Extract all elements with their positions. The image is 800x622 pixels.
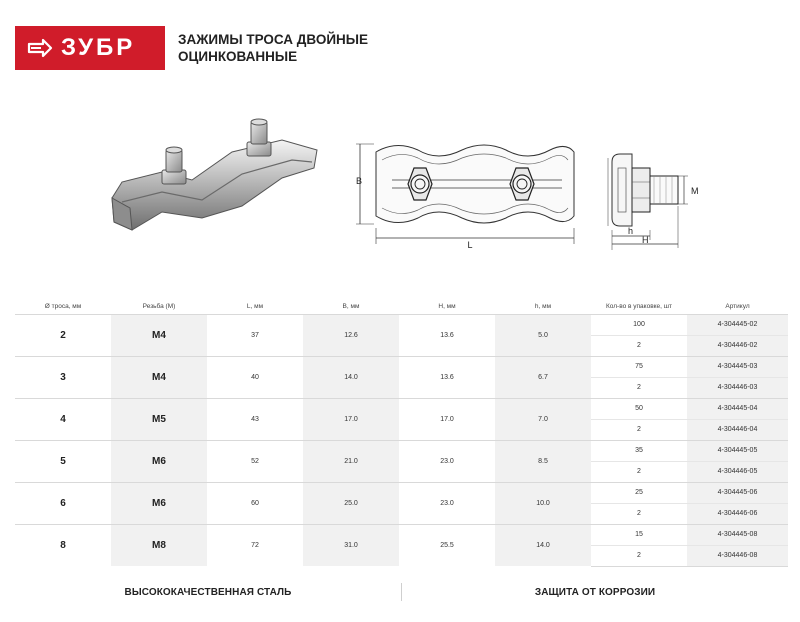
cell-width: 21.0 [303,440,399,482]
feature-bar [15,580,788,604]
cell-article: 4-304446-05 [687,461,788,482]
cell-h: 14.0 [495,524,591,566]
cell-article: 4-304445-06 [687,482,788,503]
cell-h: 10.0 [495,482,591,524]
cell-length: 43 [207,398,303,440]
table-row [15,356,788,377]
cell-thread: М6 [111,482,207,524]
header-pack-qty: Кол-во в упаковке, шт [606,303,672,311]
cell-height: 23.0 [399,482,495,524]
cell-height: 17.0 [399,398,495,440]
cell-diameter: 6 [15,482,111,524]
cell-length: 72 [207,524,303,566]
cell-article: 4-304446-02 [687,335,788,356]
cell-width: 17.0 [303,398,399,440]
cell-diameter: 4 [15,398,111,440]
cell-article: 4-304445-08 [687,524,788,545]
cell-width: 12.6 [303,314,399,356]
cell-thread: М5 [111,398,207,440]
dim-l-label: L [467,240,473,250]
cell-diameter: 2 [15,314,111,356]
spec-table [15,300,788,567]
cell-diameter: 3 [15,356,111,398]
header-height: H, мм [438,303,456,311]
header-length: L, мм [246,303,264,311]
table-row [15,524,788,545]
cell-article: 4-304446-08 [687,545,788,566]
header-h: h, мм [534,303,552,311]
cell-pack-qty: 25 [591,482,687,503]
cell-thread: М4 [111,314,207,356]
table-row [15,482,788,503]
dim-b-label: B [356,176,363,186]
cell-height: 13.6 [399,356,495,398]
cell-diameter: 5 [15,440,111,482]
cell-pack-qty: 75 [591,356,687,377]
title-line-2: ОЦИНКОВАННЫЕ [178,49,298,64]
cell-length: 37 [207,314,303,356]
cell-length: 52 [207,440,303,482]
feature-steel: ВЫСОКОКАЧЕСТВЕННАЯ СТАЛЬ [124,586,292,598]
cell-article: 4-304446-03 [687,377,788,398]
cell-article: 4-304446-06 [687,503,788,524]
header-width: B, мм [342,303,360,311]
cell-height: 13.6 [399,314,495,356]
cell-pack-qty: 2 [591,461,687,482]
front-view-drawing [352,132,587,250]
cell-h: 7.0 [495,398,591,440]
cell-thread: М6 [111,440,207,482]
cell-thread: М4 [111,356,207,398]
brand-logo [15,26,165,70]
cell-h: 6.7 [495,356,591,398]
product-photo [102,112,332,252]
cell-width: 31.0 [303,524,399,566]
cell-pack-qty: 2 [591,419,687,440]
cell-pack-qty: 15 [591,524,687,545]
cell-h: 8.5 [495,440,591,482]
header-article: Артикул [725,303,750,311]
table-row [15,398,788,419]
cell-article: 4-304445-02 [687,314,788,335]
cell-article: 4-304445-05 [687,440,788,461]
header-diameter: Ø троса, мм [44,303,82,311]
dim-m-label: M [691,186,699,196]
cell-pack-qty: 35 [591,440,687,461]
cell-length: 60 [207,482,303,524]
cell-height: 23.0 [399,440,495,482]
cell-article: 4-304445-03 [687,356,788,377]
cell-thread: М8 [111,524,207,566]
side-view-drawing [598,140,708,250]
table-row [15,314,788,335]
brand-arrow-icon [27,35,53,61]
table-row [15,440,788,461]
cell-article: 4-304445-04 [687,398,788,419]
cell-pack-qty: 2 [591,335,687,356]
cell-width: 25.0 [303,482,399,524]
cell-length: 40 [207,356,303,398]
cell-pack-qty: 2 [591,377,687,398]
cell-diameter: 8 [15,524,111,566]
cell-pack-qty: 2 [591,503,687,524]
dim-h-small-label: h [628,226,634,236]
brand-name: ЗУБР [61,34,136,61]
title-line-1: ЗАЖИМЫ ТРОСА ДВОЙНЫЕ [178,32,369,47]
cell-pack-qty: 2 [591,545,687,566]
cell-width: 14.0 [303,356,399,398]
header-thread: Резьба (М) [142,303,176,311]
cell-article: 4-304446-04 [687,419,788,440]
cell-h: 5.0 [495,314,591,356]
cell-height: 25.5 [399,524,495,566]
cell-pack-qty: 100 [591,314,687,335]
page-title [178,31,438,65]
table-header-row [15,300,788,314]
dim-h-total-label: H [642,235,649,245]
cell-pack-qty: 50 [591,398,687,419]
feature-corrosion: ЗАЩИТА ОТ КОРРОЗИИ [534,586,656,598]
